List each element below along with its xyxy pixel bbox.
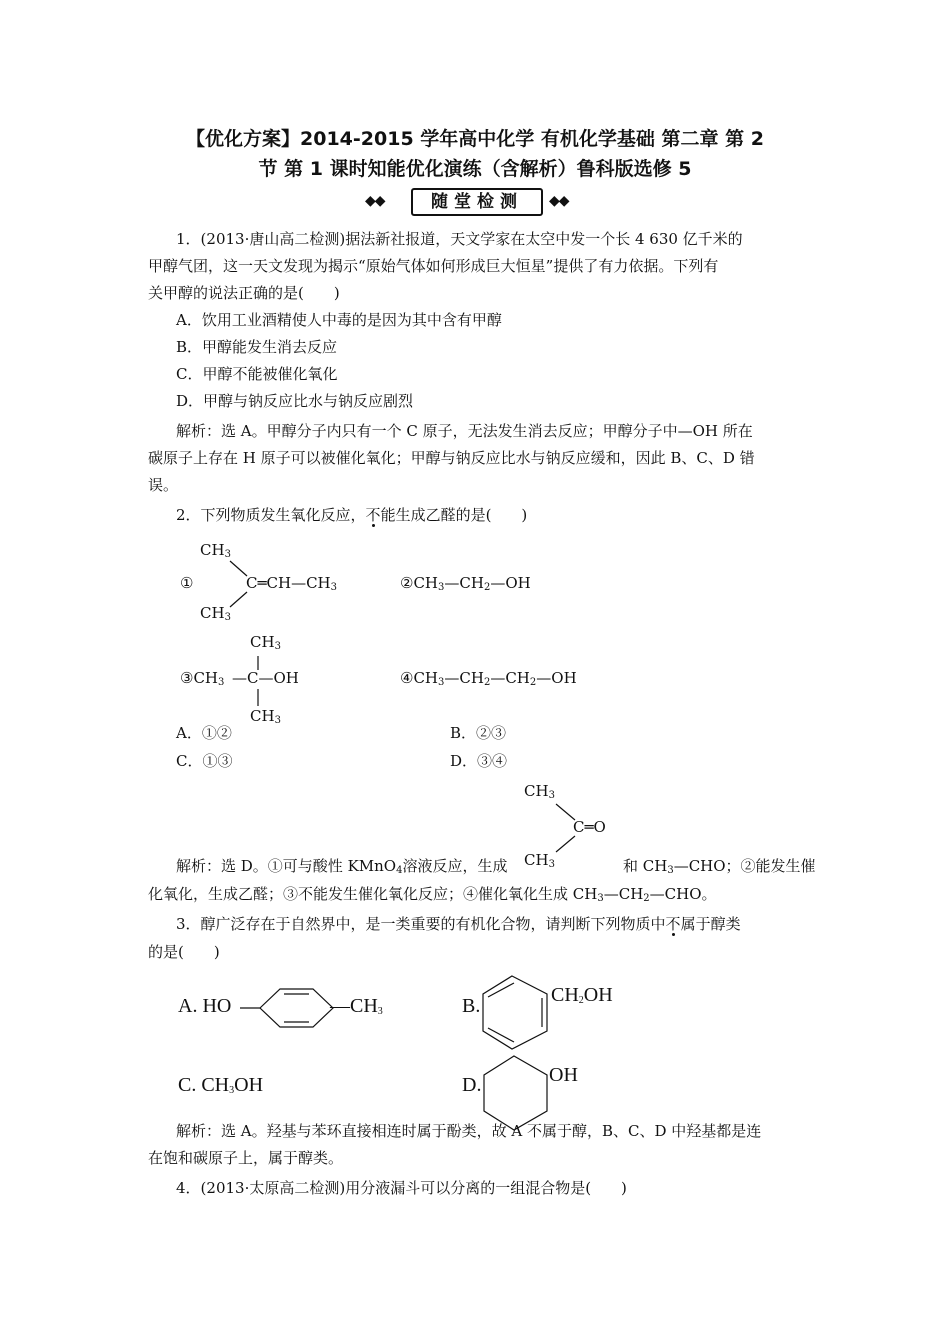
- q4-stem: 4．(2013·太原高二检测)用分液漏斗可以分离的一组混合物是( ): [176, 1179, 627, 1197]
- title-line-1: 【优化方案】2014-2015 学年高中化学 有机化学基础 第二章 第 2: [186, 128, 764, 150]
- q1-option-a: A．饮用工业酒精使人中毒的是因为其中含有甲醇: [176, 311, 502, 329]
- q1-analysis-line1: 解析：选 A。甲醇分子内只有一个 C 原子，无法发生消去反应；甲醇分子中—OH 所在: [176, 422, 753, 440]
- m3-ch3-bottom: $CH_3$: [250, 707, 281, 726]
- m2-formula: $②CH_3—CH_2—OH$: [400, 574, 531, 593]
- q3-option-d-oh: OH: [549, 1064, 578, 1086]
- m3-right: —C—OH: [232, 669, 299, 687]
- ketone-bond-top: [556, 804, 575, 820]
- q3-analysis-line1: 解析：选 A。羟基与苯环直接相连时属于酚类，故 A 不属于醇，B、C、D 中羟基都是连: [176, 1122, 762, 1140]
- q3-d-cyclohexane-ring: [484, 1056, 547, 1130]
- q1-option-d: D．甲醇与钠反应比水与钠反应剧烈: [176, 392, 414, 410]
- ketone-ch3-top: $CH_3$: [524, 782, 555, 801]
- ketone-ch3-bottom: $CH_3$: [524, 851, 555, 870]
- m1-ch3-bottom: $CH_3$: [200, 604, 231, 623]
- q1-stem-line2: 甲醇气团，这一天文发现为揭示“原始气体如何形成巨大恒星”提供了有力依据。下列有: [148, 257, 719, 275]
- ketone-bond-bottom: [556, 836, 575, 852]
- m3-ch3-top: $CH_3$: [250, 633, 281, 652]
- banner-left-ornament: ◆◆: [365, 193, 385, 209]
- q2-option-d: D．③④: [450, 752, 508, 770]
- q1-option-b: B．甲醇能发生消去反应: [176, 338, 338, 356]
- q2-option-b: B．②③: [450, 724, 507, 742]
- m1-bond-top: [230, 561, 247, 576]
- q2-option-c: C．①③: [176, 752, 233, 770]
- q2-option-a: A．①②: [176, 724, 232, 742]
- q3-analysis-line2: 在饱和碳原子上，属于醇类。: [148, 1149, 344, 1167]
- m1-ch3-top: $CH_3$: [200, 541, 231, 560]
- q3-b-benzene-ring: [483, 976, 547, 1049]
- q3-stem-line1: 3．醇广泛存在于自然界中，是一类重要的有机化合物，请判断下列物质中不属于醇类: [176, 915, 741, 933]
- m1-bond-bottom: [230, 592, 247, 607]
- q3-stem-line2: 的是( ): [148, 943, 220, 961]
- q1-option-c: C．甲醇不能被催化氧化: [176, 365, 338, 383]
- m1-number: ①: [180, 574, 194, 592]
- q2-analysis-line2: 化氧化，生成乙醛；③不能发生催化氧化反应；④催化氧化生成 $CH_3—CH_2—CHO$。: [148, 885, 717, 904]
- q3-a-benzene-ring: [260, 989, 333, 1027]
- q3-option-c: C. $CH_3OH$: [178, 1074, 264, 1096]
- q3-option-d-label: D.: [462, 1074, 482, 1096]
- ketone-carbonyl: C═O: [573, 818, 606, 836]
- q3-option-b-group: $CH_2OH$: [551, 984, 613, 1006]
- q2-stem: 2．下列物质发生氧化反应，不能生成乙醛的是( ): [176, 506, 528, 524]
- q3-option-a-label: A. HO: [178, 995, 232, 1017]
- q1-stem-line1: 1．(2013·唐山高二检测)据法新社报道，天文学家在太空中发一个长 4 630 亿千米的: [176, 230, 743, 248]
- title-line-2: 节 第 1 课时知能优化演练（含解析）鲁科版选修 5: [258, 158, 692, 180]
- q1-analysis-line2: 碳原子上存在 H 原子可以被催化氧化；甲醇与钠反应比水与钠反应缓和，因此 B、C、D 错: [148, 449, 755, 467]
- q2-analysis-line1b: 和 $CH_3—CHO$；②能发生催: [623, 857, 816, 876]
- q3-option-a-ch3: $—CH_3$: [330, 995, 383, 1017]
- m3-left: $③CH_3$: [180, 669, 225, 688]
- m1-chain: $C═CH—CH_3$: [246, 574, 337, 593]
- m4-formula: $④CH_3—CH_2—CH_2—OH$: [400, 669, 577, 688]
- q1-analysis-line3: 误。: [148, 476, 179, 494]
- banner-right-ornament: ◆◆: [549, 193, 569, 209]
- q1-stem-line3: 关甲醇的说法正确的是( ): [148, 284, 340, 302]
- q3-option-b-label: B.: [462, 995, 481, 1017]
- banner-label: 随堂检测: [411, 188, 543, 216]
- q2-analysis-line1a: 解析：选 D。①可与酸性 KMnO$_4$溶液反应，生成: [176, 857, 508, 876]
